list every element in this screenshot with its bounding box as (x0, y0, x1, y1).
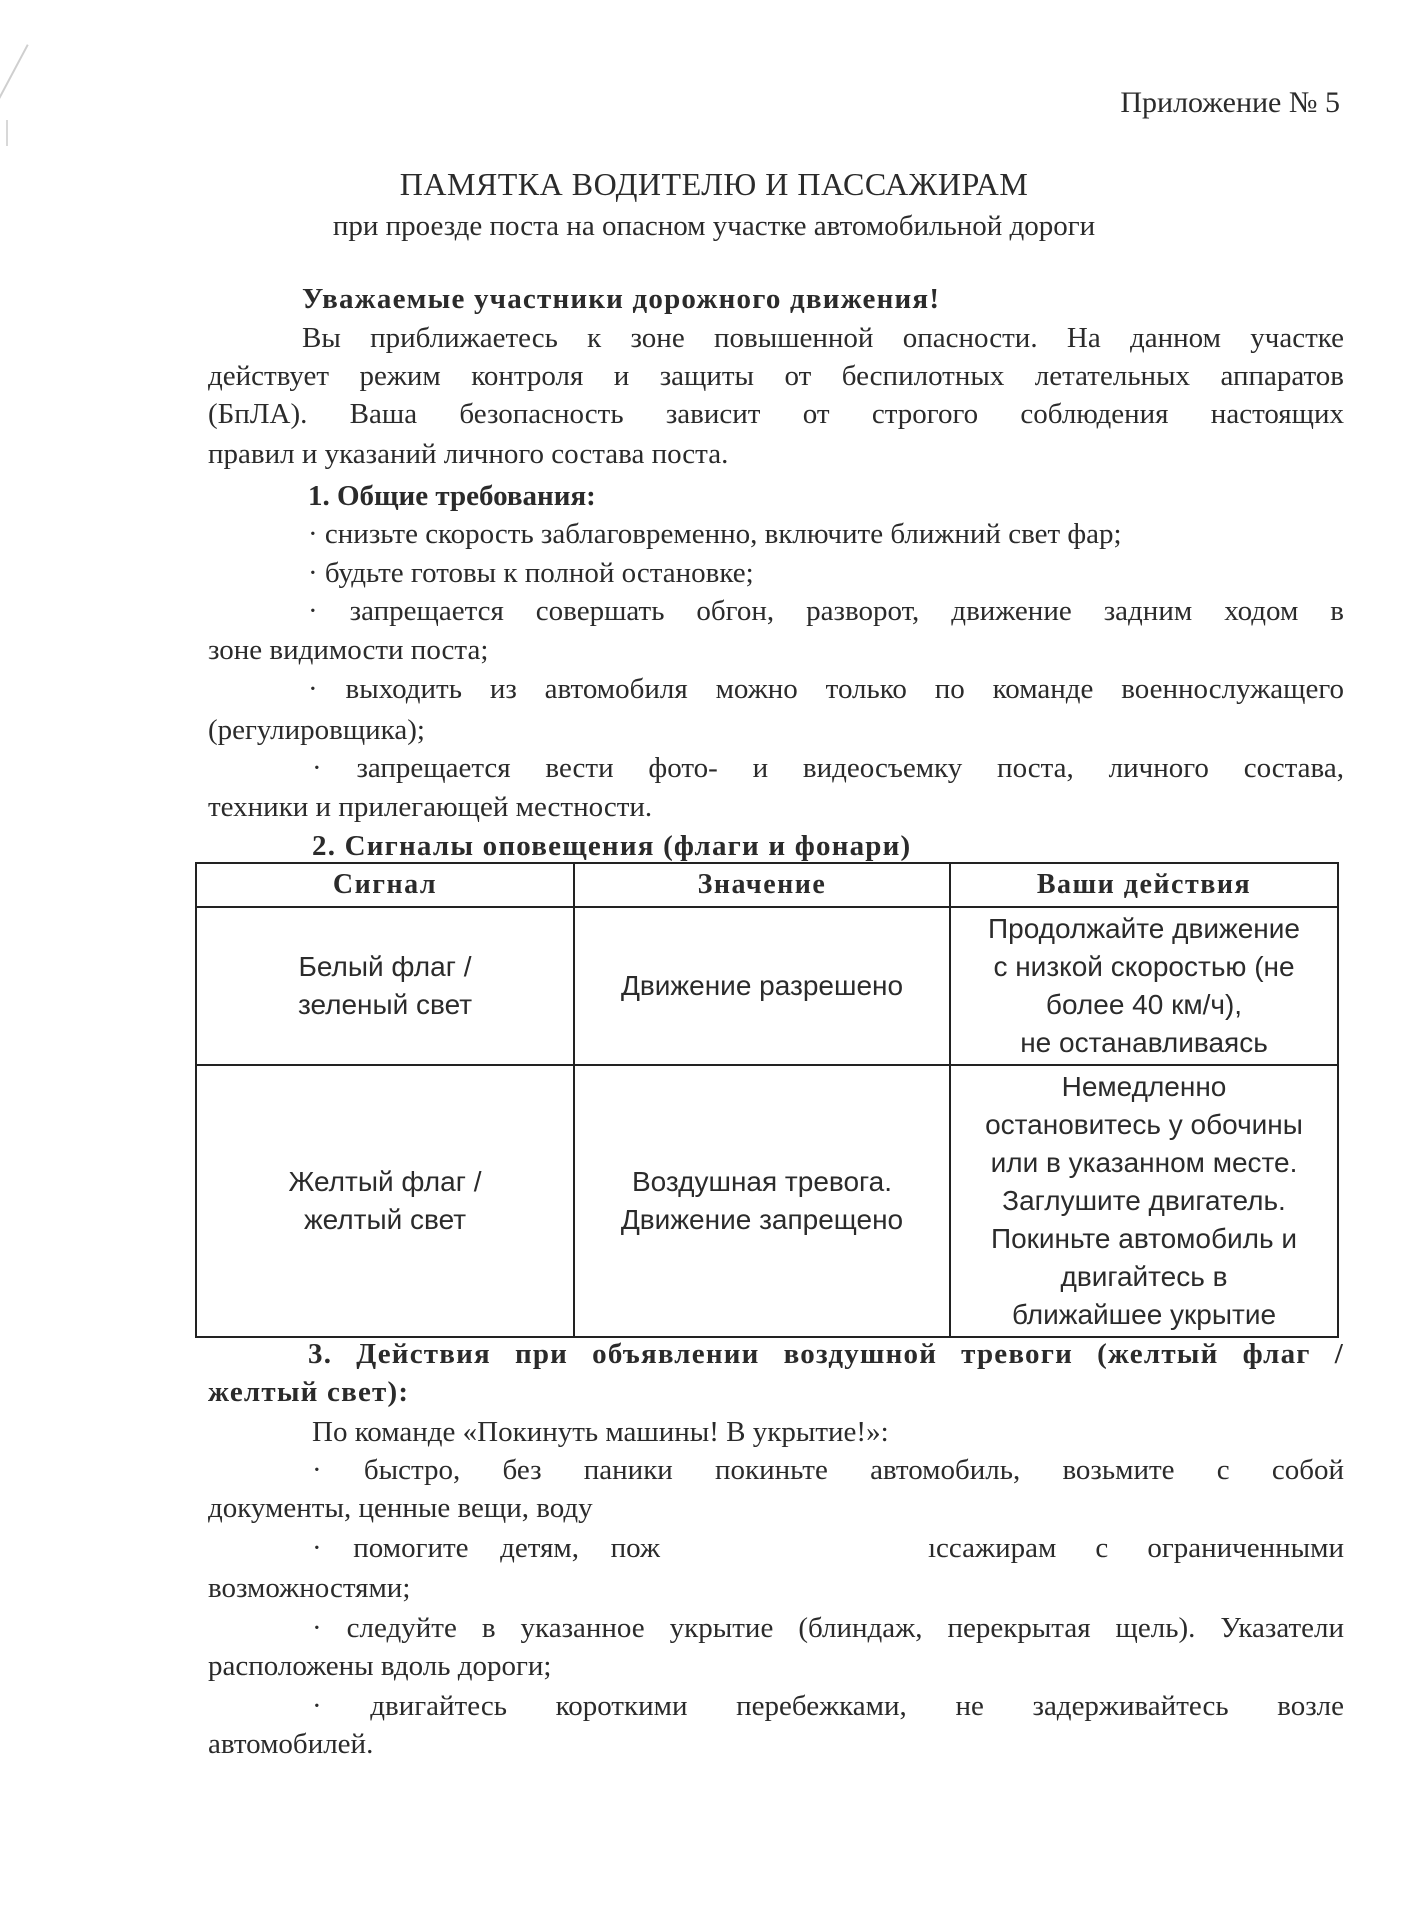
list-item: · будьте готовы к полной остановке; (308, 557, 754, 589)
intro-line: (БпЛА). Ваша безопасность зависит от строгого соблюдения настоящих (208, 398, 1344, 430)
cell-line: Продолжайте движение (988, 913, 1300, 944)
table-header-cell: Значение (574, 863, 950, 907)
actions-cell (950, 907, 1338, 1065)
table-row (196, 907, 1338, 1065)
list-item: · запрещается вести фото- и видеосъемку поста, личного состава, (312, 752, 1344, 784)
appendix-label: Приложение № 5 (1120, 86, 1340, 119)
cell-line: или в указанном месте. (990, 1147, 1298, 1178)
list-item-continuation: зоне видимости поста; (208, 634, 489, 666)
signal-cell (196, 907, 574, 1065)
list-item: · снизьте скорость заблаговременно, включите ближний свет фар; (308, 518, 1122, 550)
section-heading: 3. Действия при объявлении воздушной тревоги (желтый флаг / (308, 1338, 1344, 1370)
cell-line: Заглушите двигатель. (1002, 1185, 1286, 1216)
cell-line: с низкой скоростью (не (993, 951, 1295, 982)
signal-cell (196, 1065, 574, 1337)
section-heading: 1. Общие требования: (308, 480, 596, 512)
list-item: · следуйте в указанное укрытие (блиндаж, перекрытая щель). Указатели (312, 1612, 1344, 1644)
list-item-continuation: (регулировщика); (208, 714, 425, 746)
document-title: ПАМЯТКА ВОДИТЕЛЮ И ПАССАЖИРАМ (399, 166, 1029, 202)
cell-line: Движение запрещено (620, 1204, 904, 1235)
list-item-continuation: документы, ценные вещи, воду (208, 1492, 593, 1524)
cell-line: Желтый флаг / (288, 1166, 482, 1197)
table-header-row (196, 863, 1338, 907)
intro-line: Вы приближаетесь к зоне повышенной опасности. На данном участке (302, 322, 1344, 354)
table-row (196, 1065, 1338, 1337)
meaning-cell (574, 1065, 950, 1337)
cell-line: более 40 км/ч), (1045, 989, 1243, 1020)
cell-line: двигайтесь в (1060, 1261, 1228, 1292)
table-header-cell: Ваши действия (950, 863, 1338, 907)
cell-line: не останавливаясь (1020, 1027, 1268, 1058)
scan-artifact (6, 120, 8, 146)
signals-table (195, 862, 1339, 1338)
list-item-continuation: возможностями; (208, 1572, 411, 1604)
scan-artifact (0, 44, 29, 116)
list-item-continuation: автомобилей. (208, 1728, 374, 1760)
list-item: · быстро, без паники покиньте автомобиль, возьмите с собой (312, 1454, 1344, 1486)
list-item: · выходить из автомобиля можно только по команде военнослужащего (308, 673, 1344, 705)
intro-line: действует режим контроля и защиты от беспилотных летательных аппаратов (208, 360, 1344, 392)
greeting: Уважаемые участники дорожного движения! (302, 283, 941, 315)
cell-line: остановитесь у обочины (985, 1109, 1303, 1140)
cell-line: зеленый свет (297, 989, 473, 1020)
cell-line: желтый свет (303, 1204, 467, 1235)
cell-line: Белый флаг / (298, 951, 472, 982)
list-item: · запрещается совершать обгон, разворот, движение задним ходом в (308, 595, 1344, 627)
list-item-continuation: техники и прилегающей местности. (208, 791, 653, 823)
cell-line: ближайшее укрытие (1011, 1299, 1277, 1330)
cell-line: Движение разрешено (620, 970, 904, 1001)
cell-line: Воздушная тревога. (632, 1166, 892, 1197)
list-item: · двигайтесь короткими перебежками, не задерживайтесь возле (312, 1690, 1344, 1722)
section-heading-continuation: желтый свет): (208, 1376, 410, 1408)
document-subtitle: при проезде поста на опасном участке автомобильной дороги (332, 210, 1096, 242)
cell-line: Покиньте автомобиль и (990, 1223, 1298, 1254)
meaning-cell (574, 907, 950, 1065)
command-text: По команде «Покинуть машины! В укрытие!»: (312, 1416, 889, 1448)
intro-line: правил и указаний личного состава поста. (208, 438, 729, 470)
cell-line: Немедленно (1061, 1071, 1227, 1102)
section-heading: 2. Сигналы оповещения (флаги и фонари) (312, 830, 912, 862)
list-item-fragment: ıссажирам с ограниченными (928, 1532, 1344, 1564)
list-item: · помогите детям, пож (312, 1532, 660, 1564)
actions-cell (950, 1065, 1338, 1337)
list-item-continuation: расположены вдоль дороги; (208, 1650, 552, 1682)
table-header-cell: Сигнал (196, 863, 574, 907)
